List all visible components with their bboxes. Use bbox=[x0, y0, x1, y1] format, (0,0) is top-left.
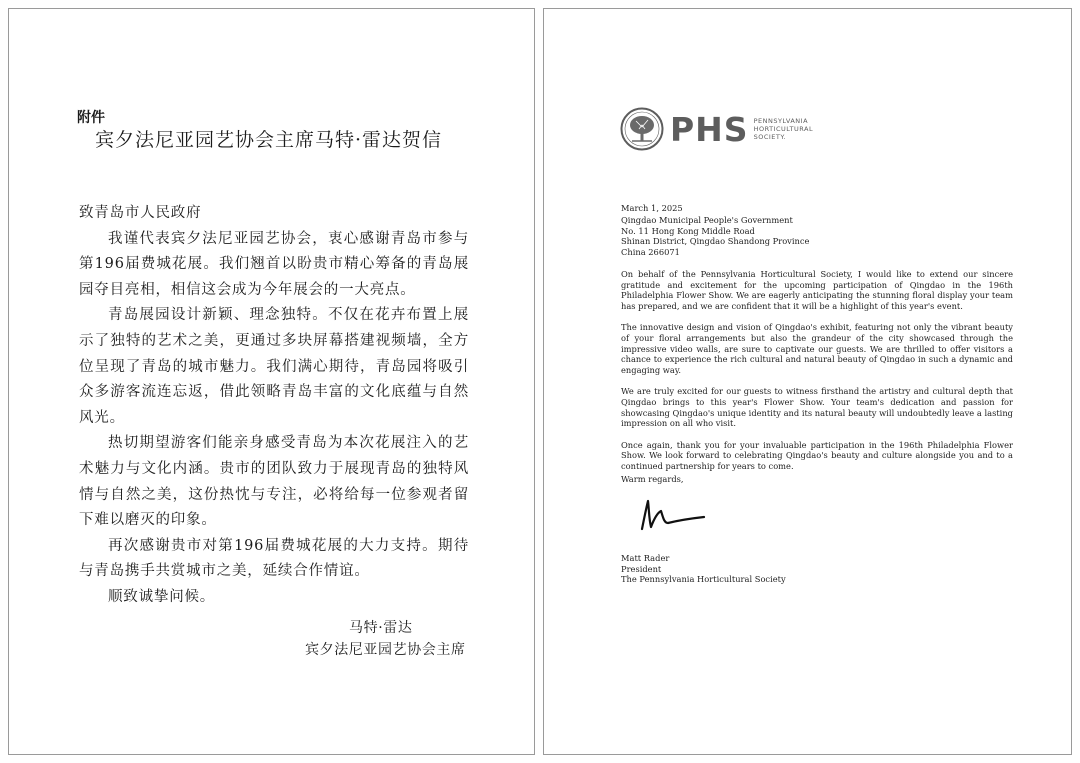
paragraph: 顺致诚挚问候。 bbox=[108, 588, 216, 605]
handwritten-signature bbox=[634, 495, 709, 535]
signature-name: 马特·雷达 bbox=[349, 620, 413, 636]
annex-label: 附件 bbox=[77, 110, 105, 126]
salutation: 致青岛市人民政府 bbox=[79, 205, 202, 221]
recipient-address bbox=[621, 215, 809, 257]
logo-line: SOCIETY. bbox=[753, 133, 787, 141]
paragraph: We are truly excited for our guests to witness firsthand the artistry and cultural depth that Qingdao brings to this year's Flower Show. Your team's dedication and passion for showcasing Qingdao's unique identity and its natural beauty will undoubtedly leave a lasting impression on all who visit. bbox=[621, 386, 1013, 429]
signer-organization: The Pennsylvania Horticultural Society bbox=[621, 574, 786, 585]
logo-line: HORTICULTURAL bbox=[753, 125, 814, 133]
phs-logo bbox=[620, 107, 813, 151]
signature-title: 宾夕法尼亚园艺协会主席 bbox=[305, 642, 466, 658]
closing: Warm regards, bbox=[621, 474, 684, 484]
english-letter-page bbox=[543, 8, 1072, 755]
tree-seal-icon bbox=[620, 107, 664, 151]
paragraph: 青岛展园设计新颖、理念独特。不仅在花卉布置上展示了独特的艺术之美，更通过多块屏幕搭建视频墙，全方位呈现了青岛的城市魅力。我们满心期待，青岛园将吸引众多游客流连忘返，借此领略青岛丰富的文化底蕴与自然风光。 bbox=[79, 307, 469, 426]
paragraph: 我谨代表宾夕法尼亚园艺协会，衷心感谢青岛市参与第196届费城花展。我们翘首以盼贵市精心筹备的青岛展园夺目亮相，相信这会成为今年展会的一大亮点。 bbox=[79, 230, 469, 298]
letter-body bbox=[621, 269, 1013, 483]
address-line: No. 11 Hong Kong Middle Road bbox=[621, 225, 755, 236]
paragraph: The innovative design and vision of Qingdao's exhibit, featuring not only the vibrant beauty of your floral arrangements but also the grandeur of the city showcased through the impressive video walls, are sure to captivate our guests. We are thrilled to offer visitors a chance to experience the rich cultural and natural beauty of Qingdao in such a dynamic and engaging way. bbox=[621, 322, 1013, 375]
letter-date: March 1, 2025 bbox=[621, 203, 683, 213]
signer-name: Matt Rader bbox=[621, 553, 670, 563]
paragraph: 再次感谢贵市对第196届费城花展的大力支持。期待与青岛携手共赏城市之美，延续合作情谊。 bbox=[79, 537, 469, 580]
chinese-letter-page bbox=[8, 8, 535, 755]
logo-wordmark: PHS bbox=[670, 109, 749, 149]
paragraph: 热切期望游客们能亲身感受青岛为本次花展注入的艺术魅力与文化内涵。贵市的团队致力于展现青岛的独特风情与自然之美，这份热忱与专注，必将给每一位参观者留下难以磨灭的印象。 bbox=[79, 435, 469, 529]
paragraph: On behalf of the Pennsylvania Horticultural Society, I would like to extend our sincere gratitude and excitement for the upcoming participation of Qingdao in the 196th Philadelphia Flower Show. We are eagerly anticipating the stunning floral display your team has prepared, and we are confident that it will be a highlight of this year's event. bbox=[621, 269, 1013, 311]
logo-subtitle bbox=[754, 117, 814, 141]
letter-body bbox=[79, 201, 469, 611]
address-line: Qingdao Municipal People's Government bbox=[621, 215, 793, 225]
letter-title: 宾夕法尼亚园艺协会主席马特·雷达贺信 bbox=[95, 129, 443, 151]
signer-block bbox=[621, 553, 786, 585]
logo-line: PENNSYLVANIA bbox=[753, 117, 809, 125]
address-line: Shinan District, Qingdao Shandong Province bbox=[621, 236, 810, 247]
paragraph: Once again, thank you for your invaluable participation in the 196th Philadelphia Flower Show. We look forward to celebrating Qingdao's beauty and culture alongside you and to a continued partnership for years to come. bbox=[621, 439, 1013, 471]
signer-title: President bbox=[621, 563, 662, 574]
address-line: China 266071 bbox=[621, 246, 680, 257]
